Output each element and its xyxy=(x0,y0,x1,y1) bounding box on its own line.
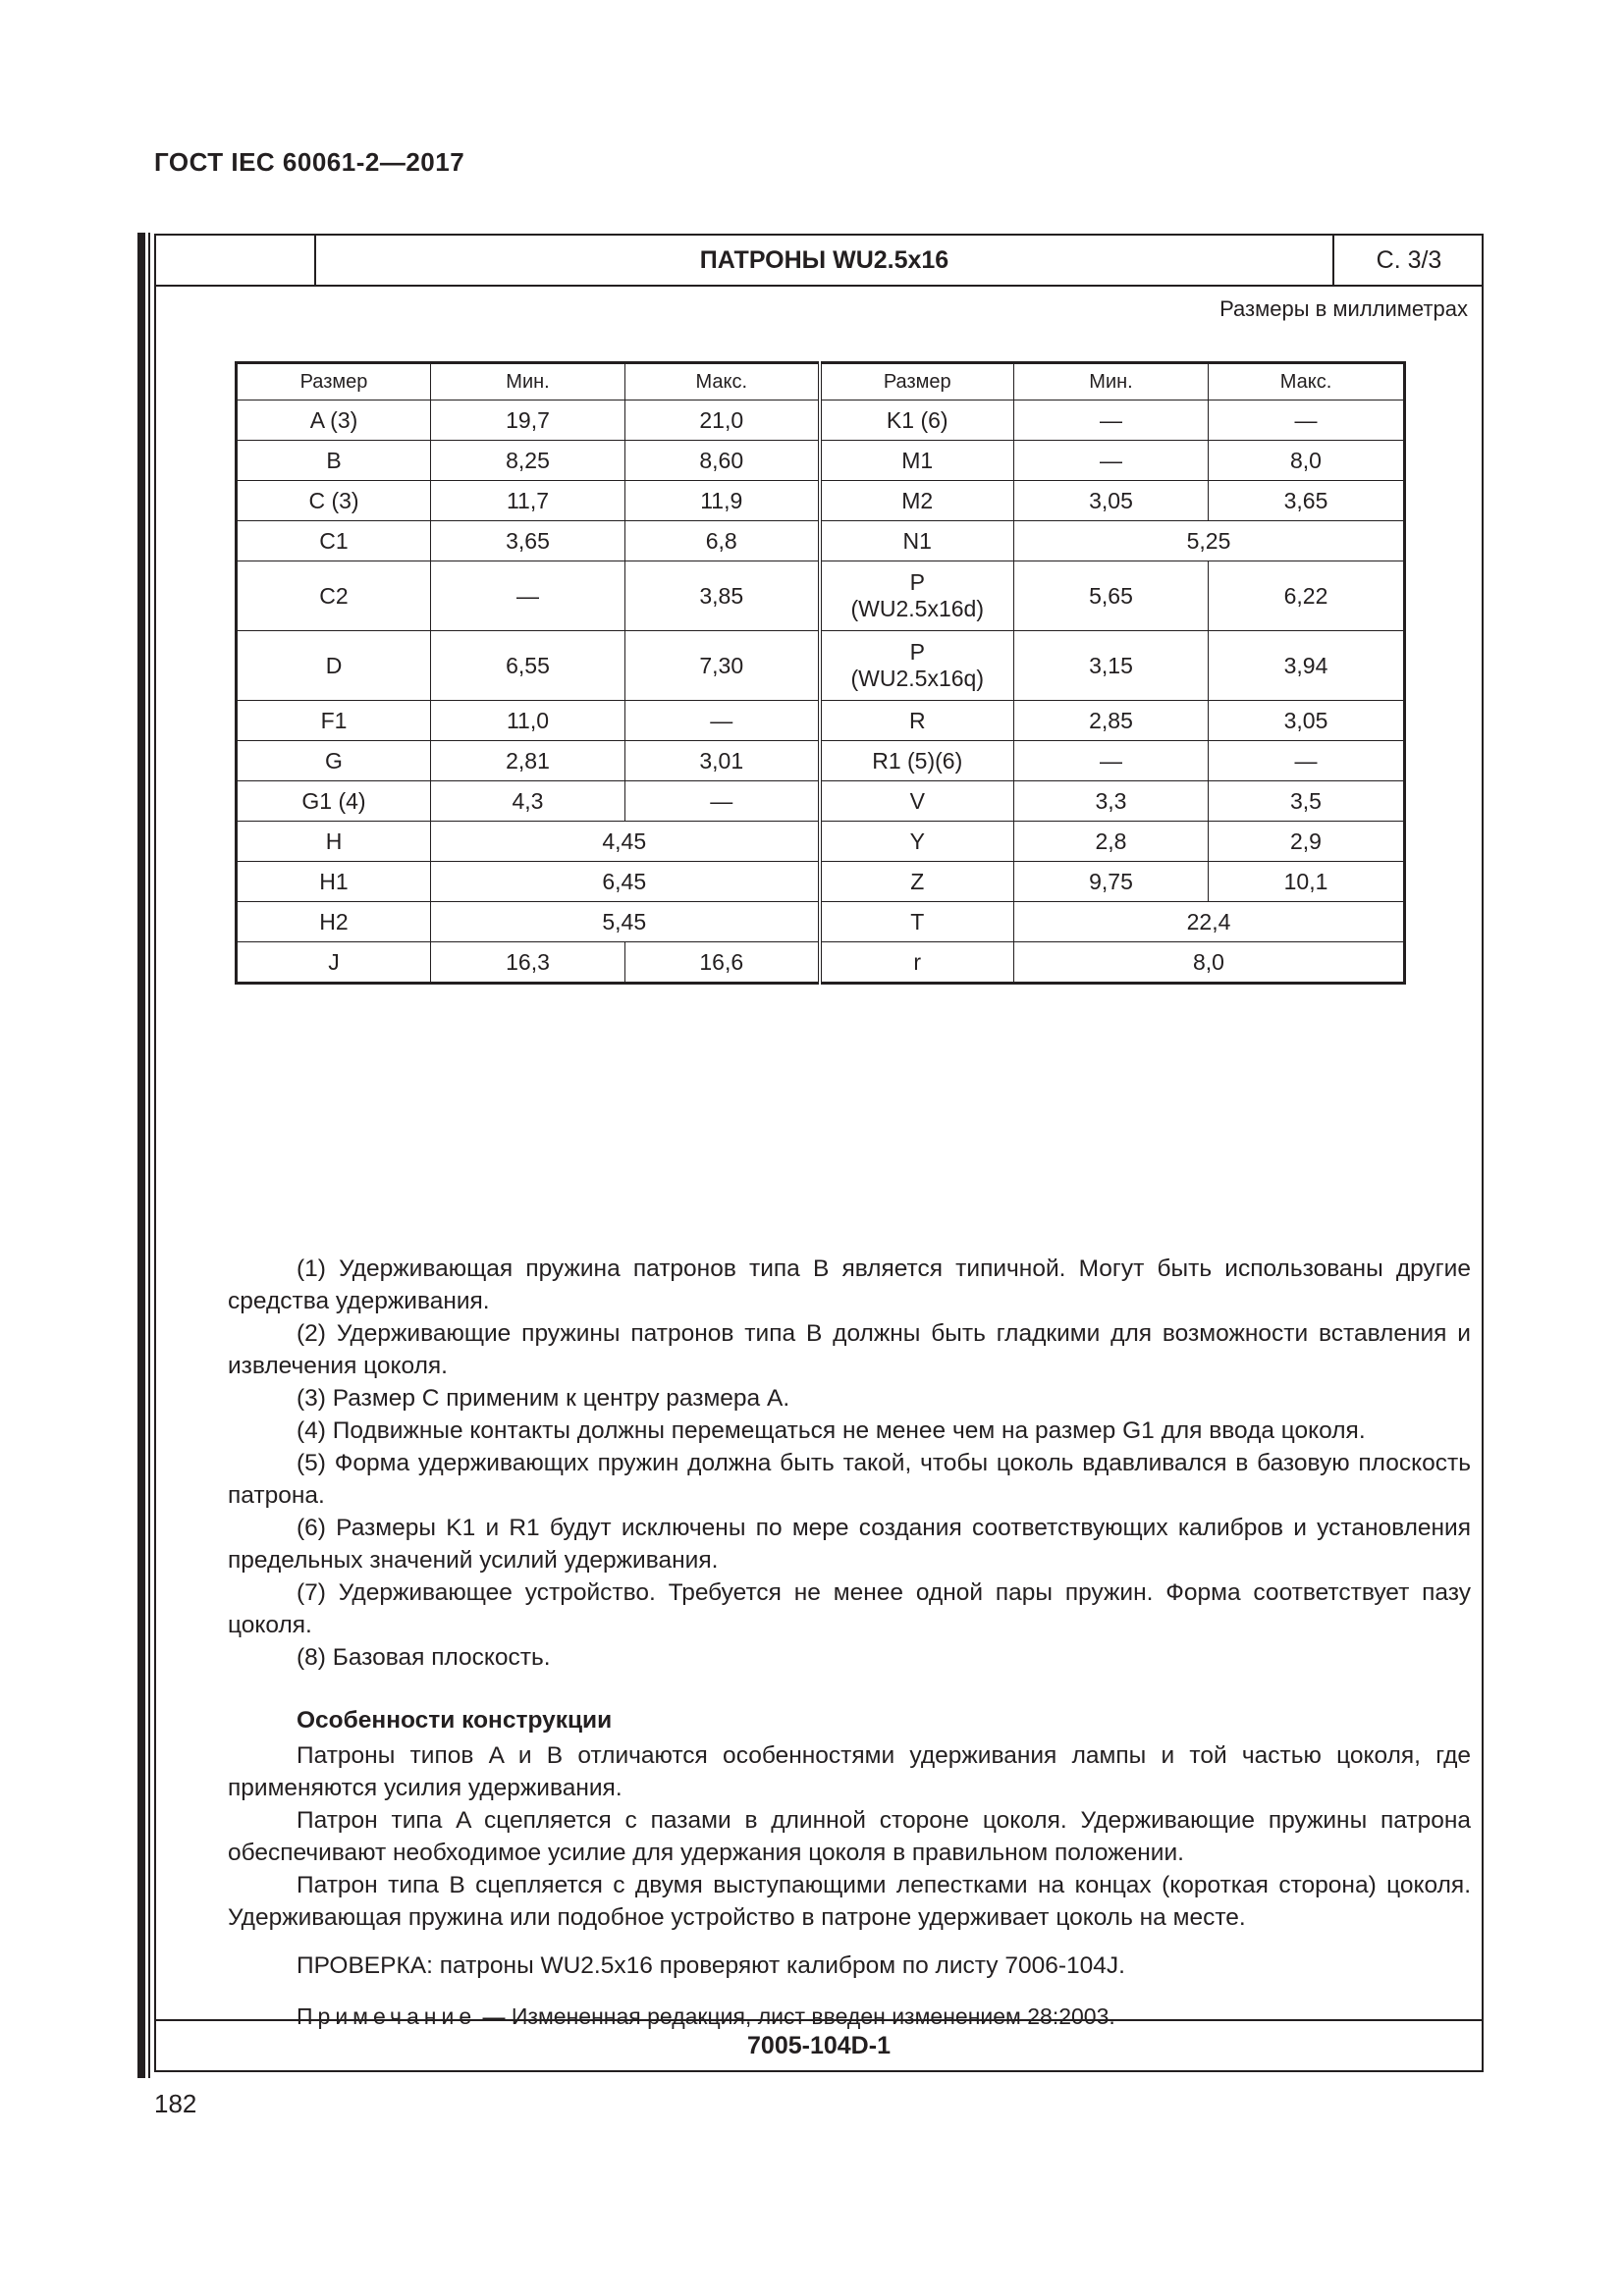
cell-max: 8,60 xyxy=(625,441,820,481)
cell-max: 10,1 xyxy=(1209,862,1405,902)
cell-size-line1: P xyxy=(909,639,925,665)
cell-min: 8,25 xyxy=(431,441,625,481)
footnote: (2) Удерживающие пружины патронов типа B должны быть гладкими для возможности вставления и извлечения цоколя. xyxy=(228,1320,1471,1379)
footnote: (4) Подвижные контакты должны перемещаться не менее чем на размер G1 для ввода цоколя. xyxy=(297,1417,1366,1444)
cell-size: M2 xyxy=(820,481,1014,521)
cell-min: — xyxy=(431,561,625,631)
cell-max: — xyxy=(625,781,820,822)
cell-size: G1 (4) xyxy=(237,781,431,822)
document-code: ГОСТ IEC 60061-2—2017 xyxy=(154,147,465,177)
cell-size: R1 (5)(6) xyxy=(820,741,1014,781)
cell-size: H xyxy=(237,822,431,862)
cell-min: 5,65 xyxy=(1014,561,1209,631)
cell-max: 3,94 xyxy=(1209,631,1405,701)
cell-min: 16,3 xyxy=(431,942,625,984)
cell-size: C1 xyxy=(237,521,431,561)
cell-size: K1 (6) xyxy=(820,400,1014,441)
header-size-left: Размер xyxy=(237,363,431,400)
cell-size: H1 xyxy=(237,862,431,902)
cell-max: 3,65 xyxy=(1209,481,1405,521)
margin-rule-thin xyxy=(148,233,150,2078)
cell-min: — xyxy=(1014,400,1209,441)
sheet-header xyxy=(156,236,1482,287)
cell-size: N1 xyxy=(820,521,1014,561)
check-statement xyxy=(228,1949,1471,1982)
header-blank-cell xyxy=(156,236,316,285)
header-max-left: Макс. xyxy=(625,363,820,400)
dimensions-table xyxy=(235,361,1406,985)
table-row xyxy=(237,400,1405,441)
paragraph: Патрон типа A сцепляется с пазами в длинной стороне цоколя. Удерживающие пружины патрона обеспечивают необходимое усилие для удержания цоколя в правильном положении. xyxy=(228,1807,1471,1866)
table-row xyxy=(237,521,1405,561)
table-row xyxy=(237,481,1405,521)
cell-max: 11,9 xyxy=(625,481,820,521)
cell-max: 6,8 xyxy=(625,521,820,561)
footnote: (6) Размеры K1 и R1 будут исключены по мере создания соответствующих калибров и установления предельных значений усилий удерживания. xyxy=(228,1515,1471,1574)
cell-size: M1 xyxy=(820,441,1014,481)
cell-value: 22,4 xyxy=(1014,902,1405,942)
header-min-right: Мин. xyxy=(1014,363,1209,400)
table-row xyxy=(237,862,1405,902)
table-row xyxy=(237,561,1405,631)
cell-min: 2,81 xyxy=(431,741,625,781)
cell-value: 6,45 xyxy=(431,862,820,902)
table-row xyxy=(237,741,1405,781)
cell-min: 9,75 xyxy=(1014,862,1209,902)
cell-size: C (3) xyxy=(237,481,431,521)
cell-value: 4,45 xyxy=(431,822,820,862)
cell-size-line2: (WU2.5x16q) xyxy=(850,666,984,691)
cell-size xyxy=(820,561,1014,631)
cell-size: R xyxy=(820,701,1014,741)
page-number: 182 xyxy=(154,2089,197,2118)
cell-max: — xyxy=(1209,400,1405,441)
table-row xyxy=(237,822,1405,862)
table-row xyxy=(237,701,1405,741)
cell-max: 2,9 xyxy=(1209,822,1405,862)
cell-min: 11,0 xyxy=(431,701,625,741)
cell-size-line2: (WU2.5x16d) xyxy=(850,596,984,621)
cell-max: 6,22 xyxy=(1209,561,1405,631)
remark-text: — Измененная редакция, лист введен изменением 28:2003. xyxy=(482,2003,1115,2029)
remark-label: Примечание xyxy=(297,2003,477,2029)
cell-size: J xyxy=(237,942,431,984)
cell-max: 7,30 xyxy=(625,631,820,701)
cell-value: 5,25 xyxy=(1014,521,1405,561)
design-features xyxy=(228,1704,1471,1934)
footnote: (8) Базовая плоскость. xyxy=(297,1644,551,1671)
table-row xyxy=(237,441,1405,481)
cell-size: B xyxy=(237,441,431,481)
cell-size: D xyxy=(237,631,431,701)
header-max-right: Макс. xyxy=(1209,363,1405,400)
cell-max: 8,0 xyxy=(1209,441,1405,481)
footnote: (7) Удерживающее устройство. Требуется не менее одной пары пружин. Форма соответствует пазу цоколя. xyxy=(228,1579,1471,1638)
header-min-left: Мин. xyxy=(431,363,625,400)
paragraph: Патрон типа B сцепляется с двумя выступающими лепестками на концах (короткая сторона) цоколя. Удерживающая пружина или подобное устройство в патроне удерживает цоколь на месте. xyxy=(228,1872,1471,1931)
cell-min: 3,65 xyxy=(431,521,625,561)
section-heading: Особенности конструкции xyxy=(297,1707,613,1734)
cell-min: 3,15 xyxy=(1014,631,1209,701)
table-row xyxy=(237,781,1405,822)
header-size-right: Размер xyxy=(820,363,1014,400)
sheet-page-indicator: С. 3/3 xyxy=(1332,236,1484,285)
check-text: ПРОВЕРКА: патроны WU2.5x16 проверяют калибром по листу 7006-104J. xyxy=(297,1952,1125,1979)
cell-max: — xyxy=(625,701,820,741)
cell-size: Y xyxy=(820,822,1014,862)
cell-size-line1: P xyxy=(909,569,925,595)
cell-max: 16,6 xyxy=(625,942,820,984)
sheet-title: ПАТРОНЫ WU2.5x16 xyxy=(699,246,949,274)
cell-max: 3,01 xyxy=(625,741,820,781)
cell-max: 3,85 xyxy=(625,561,820,631)
cell-min: — xyxy=(1014,741,1209,781)
table-row xyxy=(237,902,1405,942)
cell-max: 3,05 xyxy=(1209,701,1405,741)
cell-size: V xyxy=(820,781,1014,822)
table-header-row xyxy=(237,363,1405,400)
cell-size: G xyxy=(237,741,431,781)
cell-min: 3,05 xyxy=(1014,481,1209,521)
footnotes xyxy=(228,1253,1471,1674)
cell-min: 2,85 xyxy=(1014,701,1209,741)
cell-min: 2,8 xyxy=(1014,822,1209,862)
footnote: (5) Форма удерживающих пружин должна быть такой, чтобы цоколь вдавливался в базовую плоскость патрона. xyxy=(228,1450,1471,1509)
cell-size: T xyxy=(820,902,1014,942)
units-note: Размеры в миллиметрах xyxy=(1219,296,1468,321)
cell-min: 11,7 xyxy=(431,481,625,521)
cell-size: H2 xyxy=(237,902,431,942)
table-row xyxy=(237,631,1405,701)
cell-size: Z xyxy=(820,862,1014,902)
footnote: (1) Удерживающая пружина патронов типа B является типичной. Могут быть использованы другие средства удерживания. xyxy=(228,1255,1471,1314)
cell-value: 5,45 xyxy=(431,902,820,942)
cell-max: 3,5 xyxy=(1209,781,1405,822)
sheet-frame xyxy=(154,234,1484,2072)
cell-min: 6,55 xyxy=(431,631,625,701)
cell-max: 21,0 xyxy=(625,400,820,441)
sheet-footer-code: 7005-104D-1 xyxy=(156,2019,1482,2070)
cell-size: C2 xyxy=(237,561,431,631)
footnote: (3) Размер C применим к центру размера A. xyxy=(297,1385,790,1412)
margin-rule-thick xyxy=(137,233,145,2078)
cell-size: A (3) xyxy=(237,400,431,441)
cell-min: 3,3 xyxy=(1014,781,1209,822)
cell-size xyxy=(820,631,1014,701)
cell-max: — xyxy=(1209,741,1405,781)
cell-value: 8,0 xyxy=(1014,942,1405,984)
cell-size: r xyxy=(820,942,1014,984)
cell-min: 4,3 xyxy=(431,781,625,822)
cell-min: 19,7 xyxy=(431,400,625,441)
cell-size: F1 xyxy=(237,701,431,741)
cell-min: — xyxy=(1014,441,1209,481)
table-row xyxy=(237,942,1405,984)
paragraph: Патроны типов A и B отличаются особенностями удерживания лампы и той частью цоколя, где применяются усилия удерживания. xyxy=(228,1742,1471,1801)
